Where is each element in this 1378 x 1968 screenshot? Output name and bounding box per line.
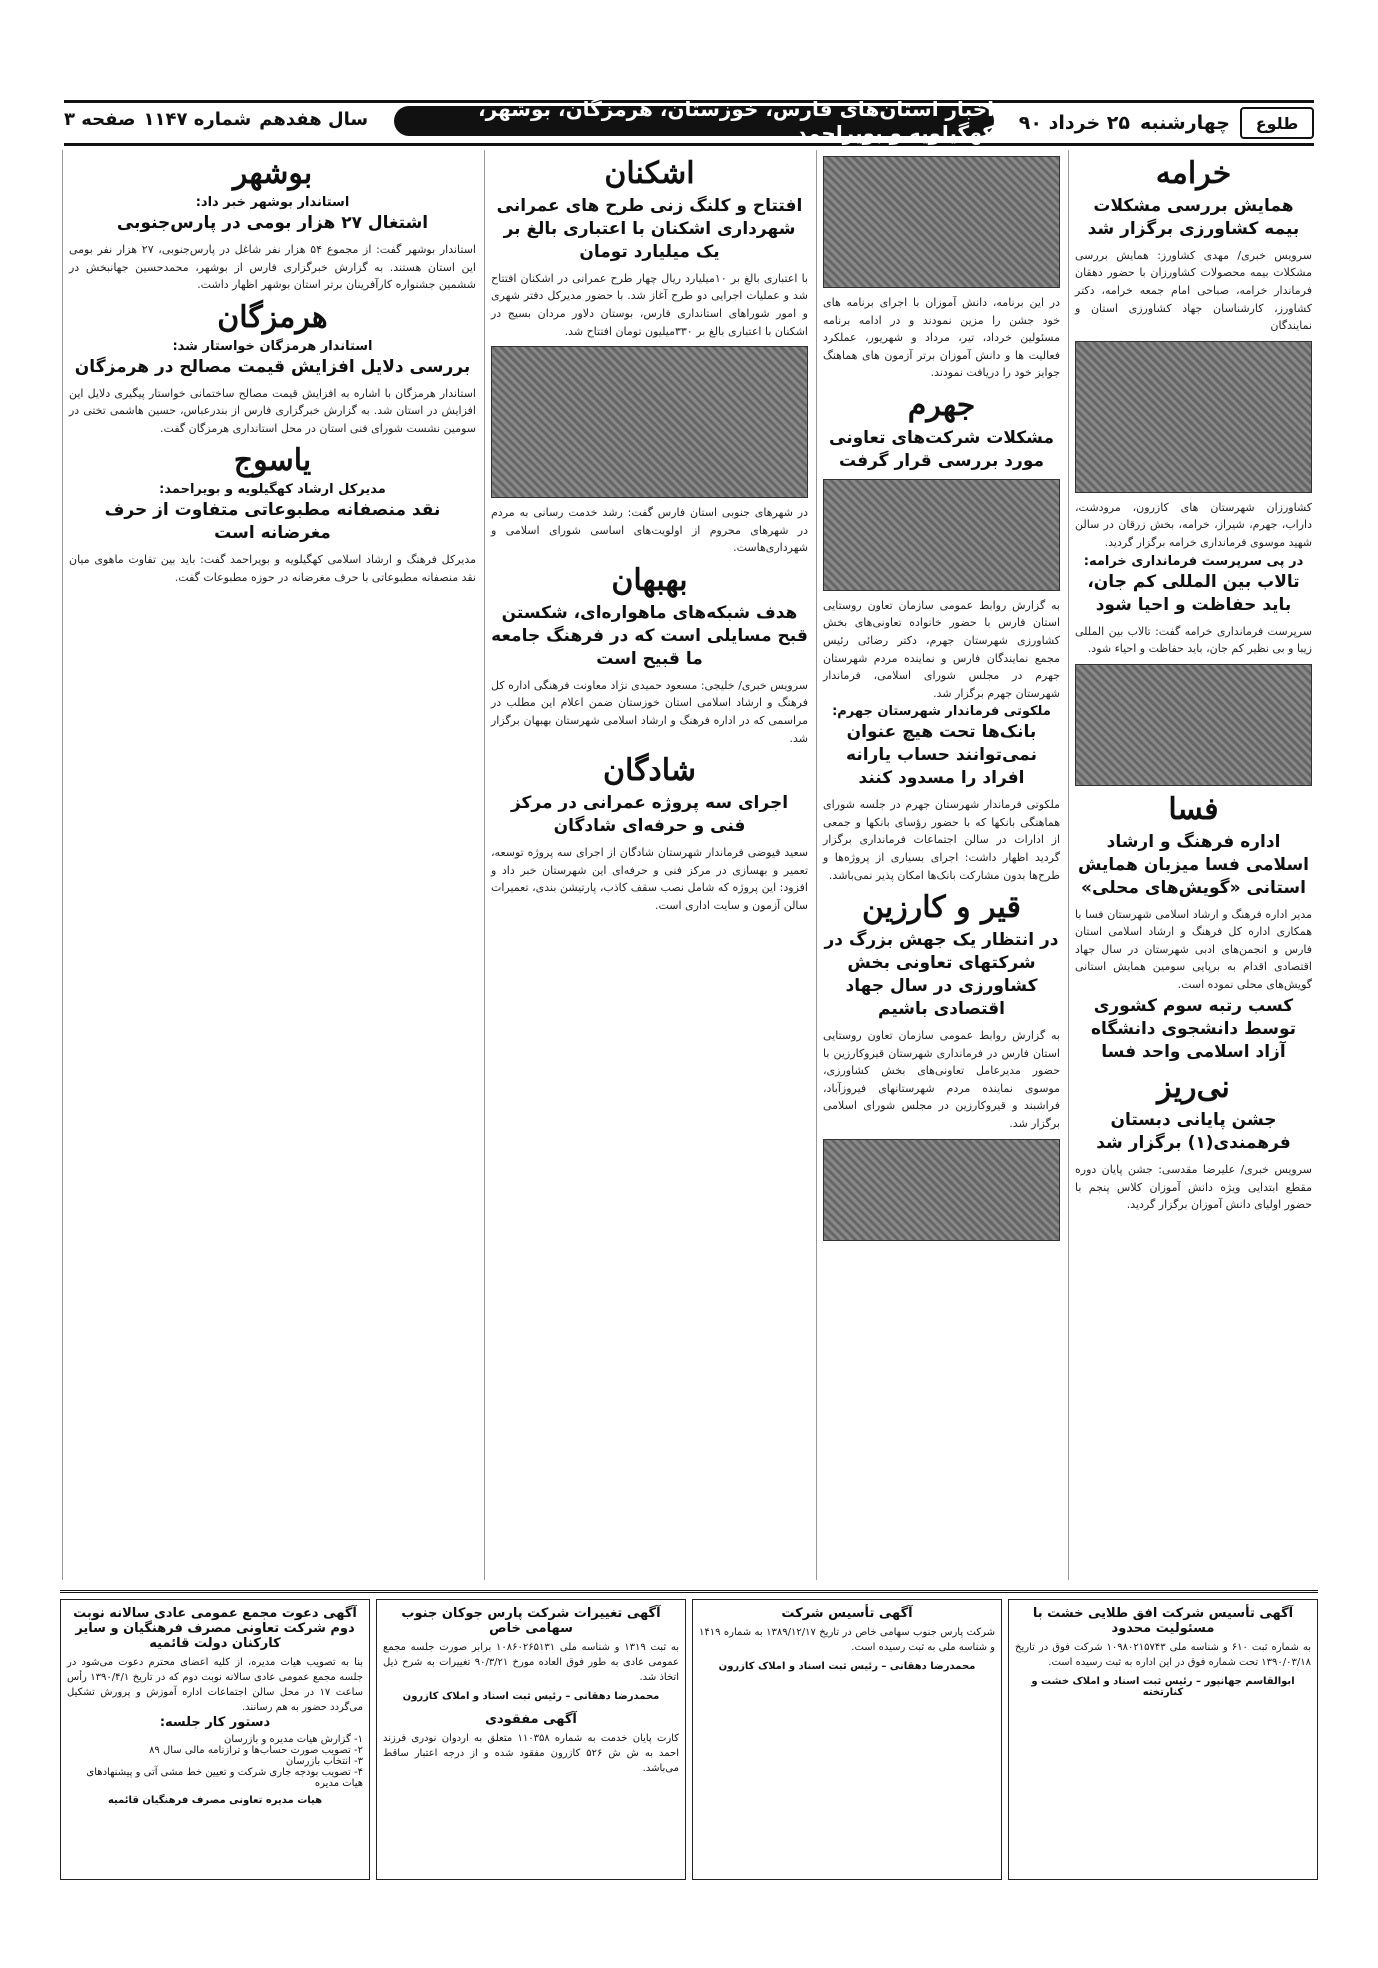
kicker-bushehr: استاندار بوشهر خبر داد: [195, 195, 350, 210]
photo-conference [823, 1139, 1060, 1241]
article-satellite: سرویس خبری/ خلیجی: مسعود حمیدی نژاد معاونت فرهنگی اداره کل فرهنگ و ارشاد اسلامی استان خوزستان ضمن اعلام این مطلب در مراسمی که در اداره فرهنگ و ارشاد اسلامی شهرستان بهبهان برگزار شد. [491, 678, 808, 745]
article-press-critique: مدیرکل فرهنگ و ارشاد اسلامی کهگیلویه و بویراحمد گفت: باید بین تفاوت ماهوی میان نقد منصفانه مطبوعاتی با حرف مغرضانه در حوزه مطبوعات گفت. [69, 553, 476, 584]
ad-lost-title: آگهی مفقودی [485, 1712, 577, 1727]
ad-signature: محمدرضا دهقانی – رئیس ثبت اسناد و املاک کازرون [718, 1661, 976, 1672]
photo-cooperatives [823, 479, 1060, 591]
agenda-item: ۱- گزارش هیات مدیره و بازرسان [224, 1734, 363, 1745]
article-insurance-cont: کشاورزان شهرستان های کازرون، مرودشت، داراب، جهرم، شیراز، خرامه، بخش زرقان در سالن شهید موسوی فرمانداری خرامه برگزار گردید. [1075, 500, 1312, 550]
column-2 [816, 150, 1066, 1580]
headline-eshkanan-projects: افتتاح و کلنگ زنی طرح های عمرانی شهرداری اشکنان با اعتباری بالغ بر یک میلیارد تومان [496, 196, 803, 262]
headline-banks: بانک‌ها تحت هیچ عنوان نمی‌توانند حساب یارانه افراد را مسدود کنند [846, 722, 1037, 789]
headline-azad-university: کسب رتبه سوم کشوری توسط دانشجوی دانشگاه آزاد اسلامی واحد فسا [1090, 996, 1297, 1063]
ad-company-founding [692, 1599, 1002, 1880]
ads-section [60, 1590, 1318, 1880]
article-materials-price: استاندار هرمزگان با اشاره به افزایش قیمت مصالح ساختمانی خواستار پیگیری دلایل این افزایش در استان شد. به گزارش خبرگزاری فارس از بندرعباس، حسین هاشمی تختی در سومین نشست شورای فنی استان در محل استانداری هرمزگان گفت. [69, 386, 476, 435]
column-1 [1068, 150, 1318, 1580]
headline-cooperative-leap: در انتظار یک جهش بزرگ در شرکتهای تعاونی بخش کشاورزی در سال جهاد اقتصادی باشیم [824, 930, 1059, 1019]
section-title-shadegan: شادگان [602, 753, 697, 789]
section-title-qir-karzin: قیر و کارزین [862, 890, 1021, 926]
headline-cooperatives: مشکلات شرکت‌های تعاونی مورد بررسی قرار گرفت [829, 427, 1054, 471]
headline-shadegan-projects: اجرای سه پروژه عمرانی در مرکز فنی و حرفه‌ای شادگان [510, 793, 789, 837]
photo-meeting [1075, 341, 1312, 493]
ad-body: به ثبت ۱۳۱۹ و شناسه ملی ۱۰۸۶۰۲۶۵۱۳۱ برابر صورت جلسه مجمع عمومی عادی به طور فوق العاده مورخ ۹۰/۳/۲۱ تغییرات به شرح ذیل اتخاذ شد. [383, 1642, 680, 1683]
masthead-year: سال هفدهم [259, 109, 369, 130]
ad-pars-jokan [376, 1599, 686, 1880]
photo-groundbreaking [491, 346, 808, 498]
headline-press-critique: نقد منصفانه مطبوعاتی متفاوت از حرف مغرضانه است [104, 500, 441, 544]
ad-body: شرکت پارس جنوب سهامی خاص در تاریخ ۱۳۸۹/۱۲/۱۷ به شماره ۱۴۱۹ و شناسه ملی به ثبت رسیده است. [699, 1627, 995, 1653]
section-title-fasa: فسا [1168, 791, 1219, 827]
kicker-hormozgan: استاندار هرمزگان خواستار شد: [172, 338, 373, 354]
headline-graduation: جشن پایانی دبستان فرهمندی(۱) برگزار شد [1096, 1110, 1291, 1154]
agenda-item: ۲- تصویب صورت حساب‌ها و ترازنامه مالی سال ۸۹ [149, 1745, 363, 1756]
ad-signature: ابوالقاسم جهانپور – رئیس ثبت اسناد و املاک خشت و کنارتخته [1031, 1676, 1295, 1698]
ad-title: آگهی تغییرات شرکت پارس جوکان جنوب سهامی خاص [401, 1606, 661, 1636]
ad-body: بنا به تصویب هیات مدیره، از کلیه اعضای محترم دعوت می‌شود در جلسه مجمع عمومی عادی سالانه نوبت دوم که در تاریخ ۱۳۹۰/۴/۱ رأس ساعت ۱۷ در محل سالن اجتماعات اداره آموزش و پرورش تشکیل می‌گردد حضور به هم رسانند. [67, 1657, 364, 1713]
headline-satellite: هدف شبکه‌های ماهواره‌ای، شکستن قبح مسایلی است که در فرهنگ جامعه ما قبیح است [491, 602, 808, 669]
photo-students [823, 156, 1060, 288]
ad-afagh-khesht [1008, 1599, 1318, 1880]
section-title-behbahan: بهبهان [611, 562, 688, 598]
ad-agenda-title: دستور کار جلسه: [159, 1715, 271, 1730]
article-cooperatives: به گزارش روابط عمومی سازمان تعاون روستایی استان فارس با حضور خانواده تعاونی‌های بخش کشاورزی شهرستان جهرم، دکتر رضائی رئیس مجمع نمایندگان فارس و نماینده مردم شهرستان جهرم در مجلس شورای اسلامی، فرماندار شهرستان جهرم برگزار شد. [823, 598, 1060, 700]
ad-title: آگهی دعوت مجمع عمومی عادی سالانه نوبت دوم شرکت تعاونی مصرف فرهنگیان و سایر کارکنان دولت قائمیه [73, 1606, 357, 1651]
kicker-jahrom-governor: ملکوتی فرماندار شهرستان جهرم: [832, 704, 1051, 720]
article-eshkanan-projects: با اعتباری بالغ بر ۱۰میلیارد ریال چهار طرح عمرانی در اشکنان افتتاح شد و عملیات اجرایی دو طرح آغاز شد. با حضور مدیرکل دفتر شهری و امور شوراهای استانداری فارس، بوستان دلاور مردان بسیج در اشکنان با اعتباری بالغ بر ۳۳۰میلیون تومان افتتاح شد. [491, 271, 808, 338]
section-title-jahrom: جهرم [907, 387, 976, 423]
ad-body: به شماره ثبت ۶۱۰ و شناسه ملی ۱۰۹۸۰۲۱۵۷۴۳ شرکت فوق در تاریخ ۱۳۹۰/۰۳/۱۸ تحت شماره فوق در این اداره به ثبت رسیده است. [1015, 1642, 1312, 1668]
masthead [64, 97, 1314, 146]
ad-cooperative-meeting [60, 1599, 370, 1880]
masthead-date [1019, 107, 1314, 139]
column-4 [62, 150, 482, 1580]
ad-lost-body: کارت پایان خدمت به شماره ۱۱۰۳۵۸ متعلق به اردوان نودری فرزند احمد به ش ش ۵۲۶ کازرون مفقود شده و از درجه اعتبار ساقط می‌باشد. [383, 1733, 679, 1774]
masthead-date-text: ۲۵ خرداد ۹۰ [1018, 112, 1130, 134]
kicker-governor: در پی سرپرست فرمانداری خرامه: [1083, 553, 1304, 569]
ad-title: آگهی تأسیس شرکت [781, 1606, 913, 1621]
masthead-banner: اخبار استان‌های فارس، خوزستان، هرمزگان، بوشهر، کهگیلویه و بویراحمد [394, 106, 994, 136]
newspaper-logo: طلوع [1240, 107, 1314, 139]
headline-materials-price: بررسی دلایل افزایش قیمت مصالح در هرمزگان [74, 356, 471, 377]
masthead-issue [64, 109, 368, 130]
kicker-yasuj: مدیرکل ارشاد کهگیلویه و بویراحمد: [159, 482, 386, 498]
agenda-item: ۳- انتخاب بازرسان [285, 1756, 363, 1767]
ad-agenda-list [67, 1734, 363, 1789]
section-title-kharameh: خرامه [1155, 156, 1232, 191]
article-insurance: سرویس خبری/ مهدی کشاورز: همایش بررسی مشکلات بیمه محصولات کشاورزان با حضور دهقان فرماندار خرامه، صباحی امام جمعه خرامه، دکتر کشاورز، کارشناسان جهاد کشاورزی استان و نمایندگان [1075, 248, 1312, 333]
masthead-page-number: صفحه ۳ [64, 109, 136, 130]
section-title-eshkanan: اشکنان [604, 156, 695, 191]
headline-wetland: تالاب بین المللی کم جان، باید حفاظت و احیا شود [1087, 571, 1300, 615]
article-banks: ملکوتی فرماندار شهرستان جهرم در جلسه شورای هماهنگی بانکها که با حضور رؤسای بانکها و جمعی از ادارات در سالن اجتماعات فرمانداری برگزار گردید اظهار داشت: اجرای بسیاری از پروژه‌ها و طرح‌ها بدون مشارکت بانک‌ها امکان پذیر نمی‌باشد. [823, 798, 1060, 882]
article-shadegan-projects: سعید فیوضی فرماندار شهرستان شادگان از اجرای سه پروژه توسعه، تعمیر و بهسازی در مرکز فنی و حرفه‌ای این شهرستان خبر داد و افزود: این پروژه که شامل نصب سقف کاذب، پارتیشن بندی، تعمیرات سالن آزمون و سایت اداری است. [491, 846, 808, 912]
headline-bushehr-jobs: اشتغال ۲۷ هزار بومی در پارس‌جنوبی [116, 213, 429, 233]
column-3 [484, 150, 814, 1580]
section-title-bushehr: بوشهر [232, 156, 313, 191]
masthead-issue-number: شماره ۱۱۴۷ [143, 109, 252, 130]
ad-title: آگهی تأسیس شرکت افق طلایی خشت با مسئولیت محدود [1032, 1606, 1294, 1636]
section-title-neyriz: نی‌ریز [1157, 1070, 1230, 1106]
section-title-yasuj: یاسوج [233, 443, 312, 479]
article-bushehr-jobs: استاندار بوشهر گفت: از مجموع ۵۴ هزار نفر شاغل در پارس‌جنوبی، ۲۷ هزار نفر بومی این استان هستند. به گزارش خبرگزاری فارس از بوشهر، محمدحسین جهانبخش در ششمین جشنواره کارآفرینان برتر استان بوشهر اظهار داشت. [69, 242, 476, 292]
article-students: در این برنامه، دانش آموزان با اجرای برنامه های خود جشن را مزین نمودند و در ادامه برنامه مسئولین خرداد، تیر، مرداد و شهریور، عملکرد فعالیت ها و دانش آموزان برتر آزمون های هماهنگ جوایز خود را دریافت نمودند. [823, 296, 1060, 380]
article-dialects: مدیر اداره فرهنگ و ارشاد اسلامی شهرستان فسا با همکاری اداره کل فرهنگ و ارشاد اسلامی استان فارس و انجمن‌های ادبی شهرستان در سال جهاد اقتصادی اقدام به برپایی سومین همایش استانی گویش‌های محلی نموده است. [1075, 907, 1312, 991]
ad-signature: هیات مدیره تعاونی مصرف فرهنگیان قائمیه [107, 1795, 323, 1806]
headline-dialects: اداره فرهنگ و ارشاد اسلامی فسا میزبان همایش استانی «گویش‌های محلی» [1077, 831, 1310, 898]
photo-officials [1075, 664, 1312, 786]
masthead-day: چهارشنبه [1139, 112, 1230, 134]
article-cooperative-leap: به گزارش روابط عمومی سازمان تعاون روستایی استان فارس در فرمانداری شهرستان قیروکارزین با حضور مدیرعامل تعاونی‌های بخش کشاورزی، موسوی نماینده مردم شهرستانهای فیروزآباد، فراشبند و قیروکارزین در مجلس شورای اسلامی برگزار شد. [823, 1028, 1060, 1130]
headline-insurance: همایش بررسی مشکلات بیمه کشاورزی برگزار شد [1087, 196, 1300, 239]
article-eshkanan-cont: در شهرهای جنوبی استان فارس گفت: رشد خدمت رسانی به مردم در شهرهای محروم از اولویت‌های اساسی شورای اسلامی و شهرداری‌هاست. [491, 506, 808, 555]
ad-signature: محمدرضا دهقانی – رئیس ثبت اسناد و املاک کازرون [402, 1691, 660, 1702]
agenda-item: ۴- تصویب بودجه جاری شرکت و تعیین خط مشی آتی و پیشنهادهای هیات مدیره [86, 1767, 363, 1789]
article-graduation: سرویس خبری/ علیرضا مقدسی: جشن پایان دوره مقطع ابتدایی ویژه دانش آموزان کلاس پنجم با حضور اولیای دانش آموزان برگزار گردید. [1075, 1163, 1312, 1212]
article-wetland: سرپرست فرمانداری خرامه گفت: تالاب بین المللی زیبا و بی نظیر کم جان، باید حفاظت و احیاء شود. [1075, 624, 1312, 656]
section-title-hormozgan: هرمزگان [217, 299, 328, 335]
